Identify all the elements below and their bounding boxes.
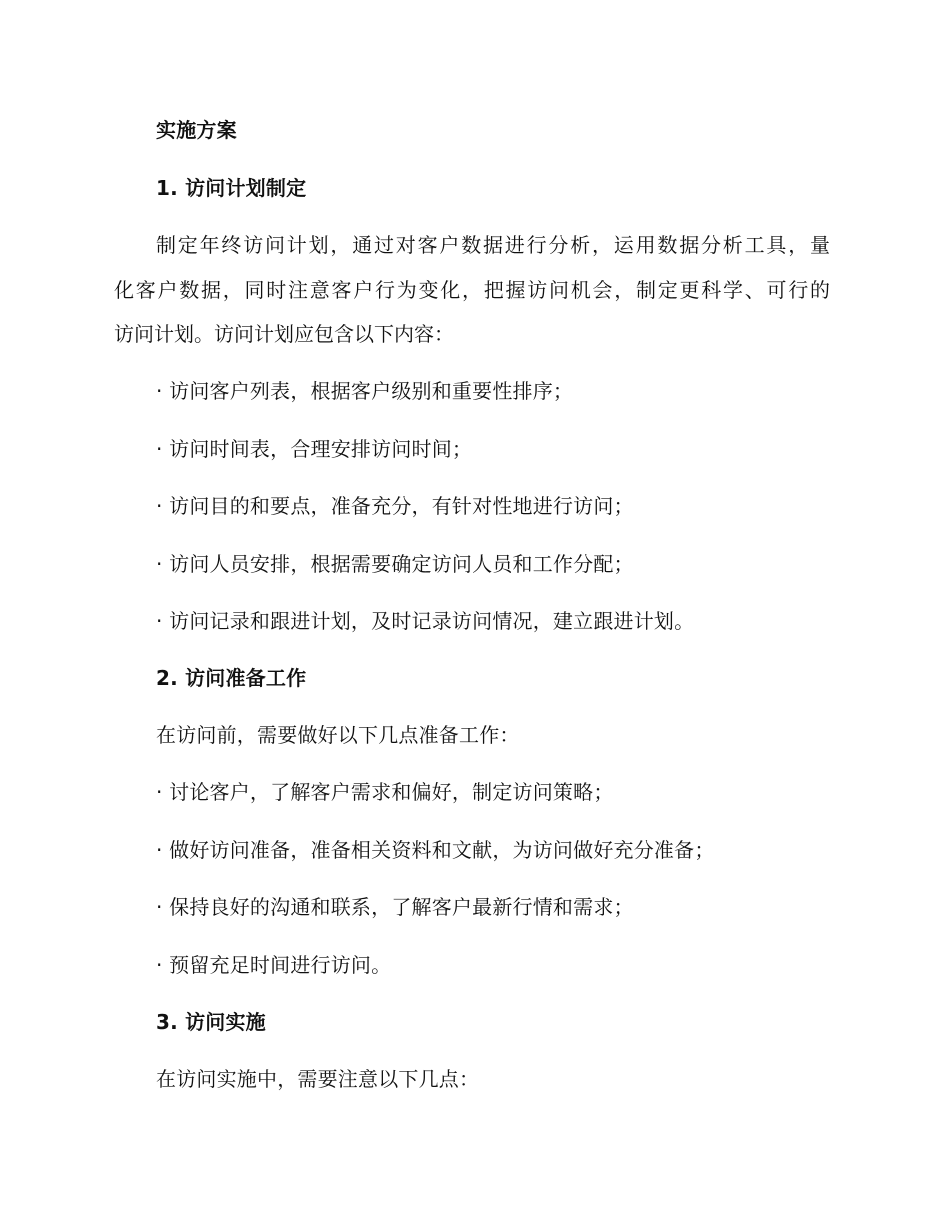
paragraph-line: 访问计划。访问计划应包含以下内容： — [114, 322, 454, 346]
list-item: · 做好访问准备，准备相关资料和文献，为访问做好充分准备； — [156, 838, 715, 862]
list-item: · 访问时间表，合理安排访问时间； — [156, 437, 473, 461]
list-item: · 保持良好的沟通和联系，了解客户最新行情和需求； — [156, 895, 634, 919]
section-heading-2: 2. 访问准备工作 — [156, 666, 307, 690]
section-intro: 在访问前，需要做好以下几点准备工作： — [156, 723, 520, 747]
section-heading-3: 3. 访问实施 — [156, 1010, 266, 1034]
page-title: 实施方案 — [156, 118, 237, 142]
section-heading-1: 1. 访问计划制定 — [156, 176, 307, 200]
paragraph-line: 制定年终访问计划，通过对客户数据进行分析，运用数据分析工具，量 — [156, 233, 830, 257]
list-item: · 预留充足时间进行访问。 — [156, 953, 392, 977]
list-item: · 访问记录和跟进计划，及时记录访问情况，建立跟进计划。 — [156, 609, 695, 633]
list-item: · 访问客户列表，根据客户级别和重要性排序； — [156, 379, 574, 403]
list-item: · 讨论客户，了解客户需求和偏好，制定访问策略； — [156, 780, 614, 804]
section-intro: 在访问实施中，需要注意以下几点： — [156, 1067, 480, 1091]
list-item: · 访问人员安排，根据需要确定访问人员和工作分配； — [156, 552, 634, 576]
paragraph-line: 化客户数据，同时注意客户行为变化，把握访问机会，制定更科学、可行的 — [114, 278, 830, 302]
list-item: · 访问目的和要点，准备充分，有针对性地进行访问； — [156, 494, 634, 518]
